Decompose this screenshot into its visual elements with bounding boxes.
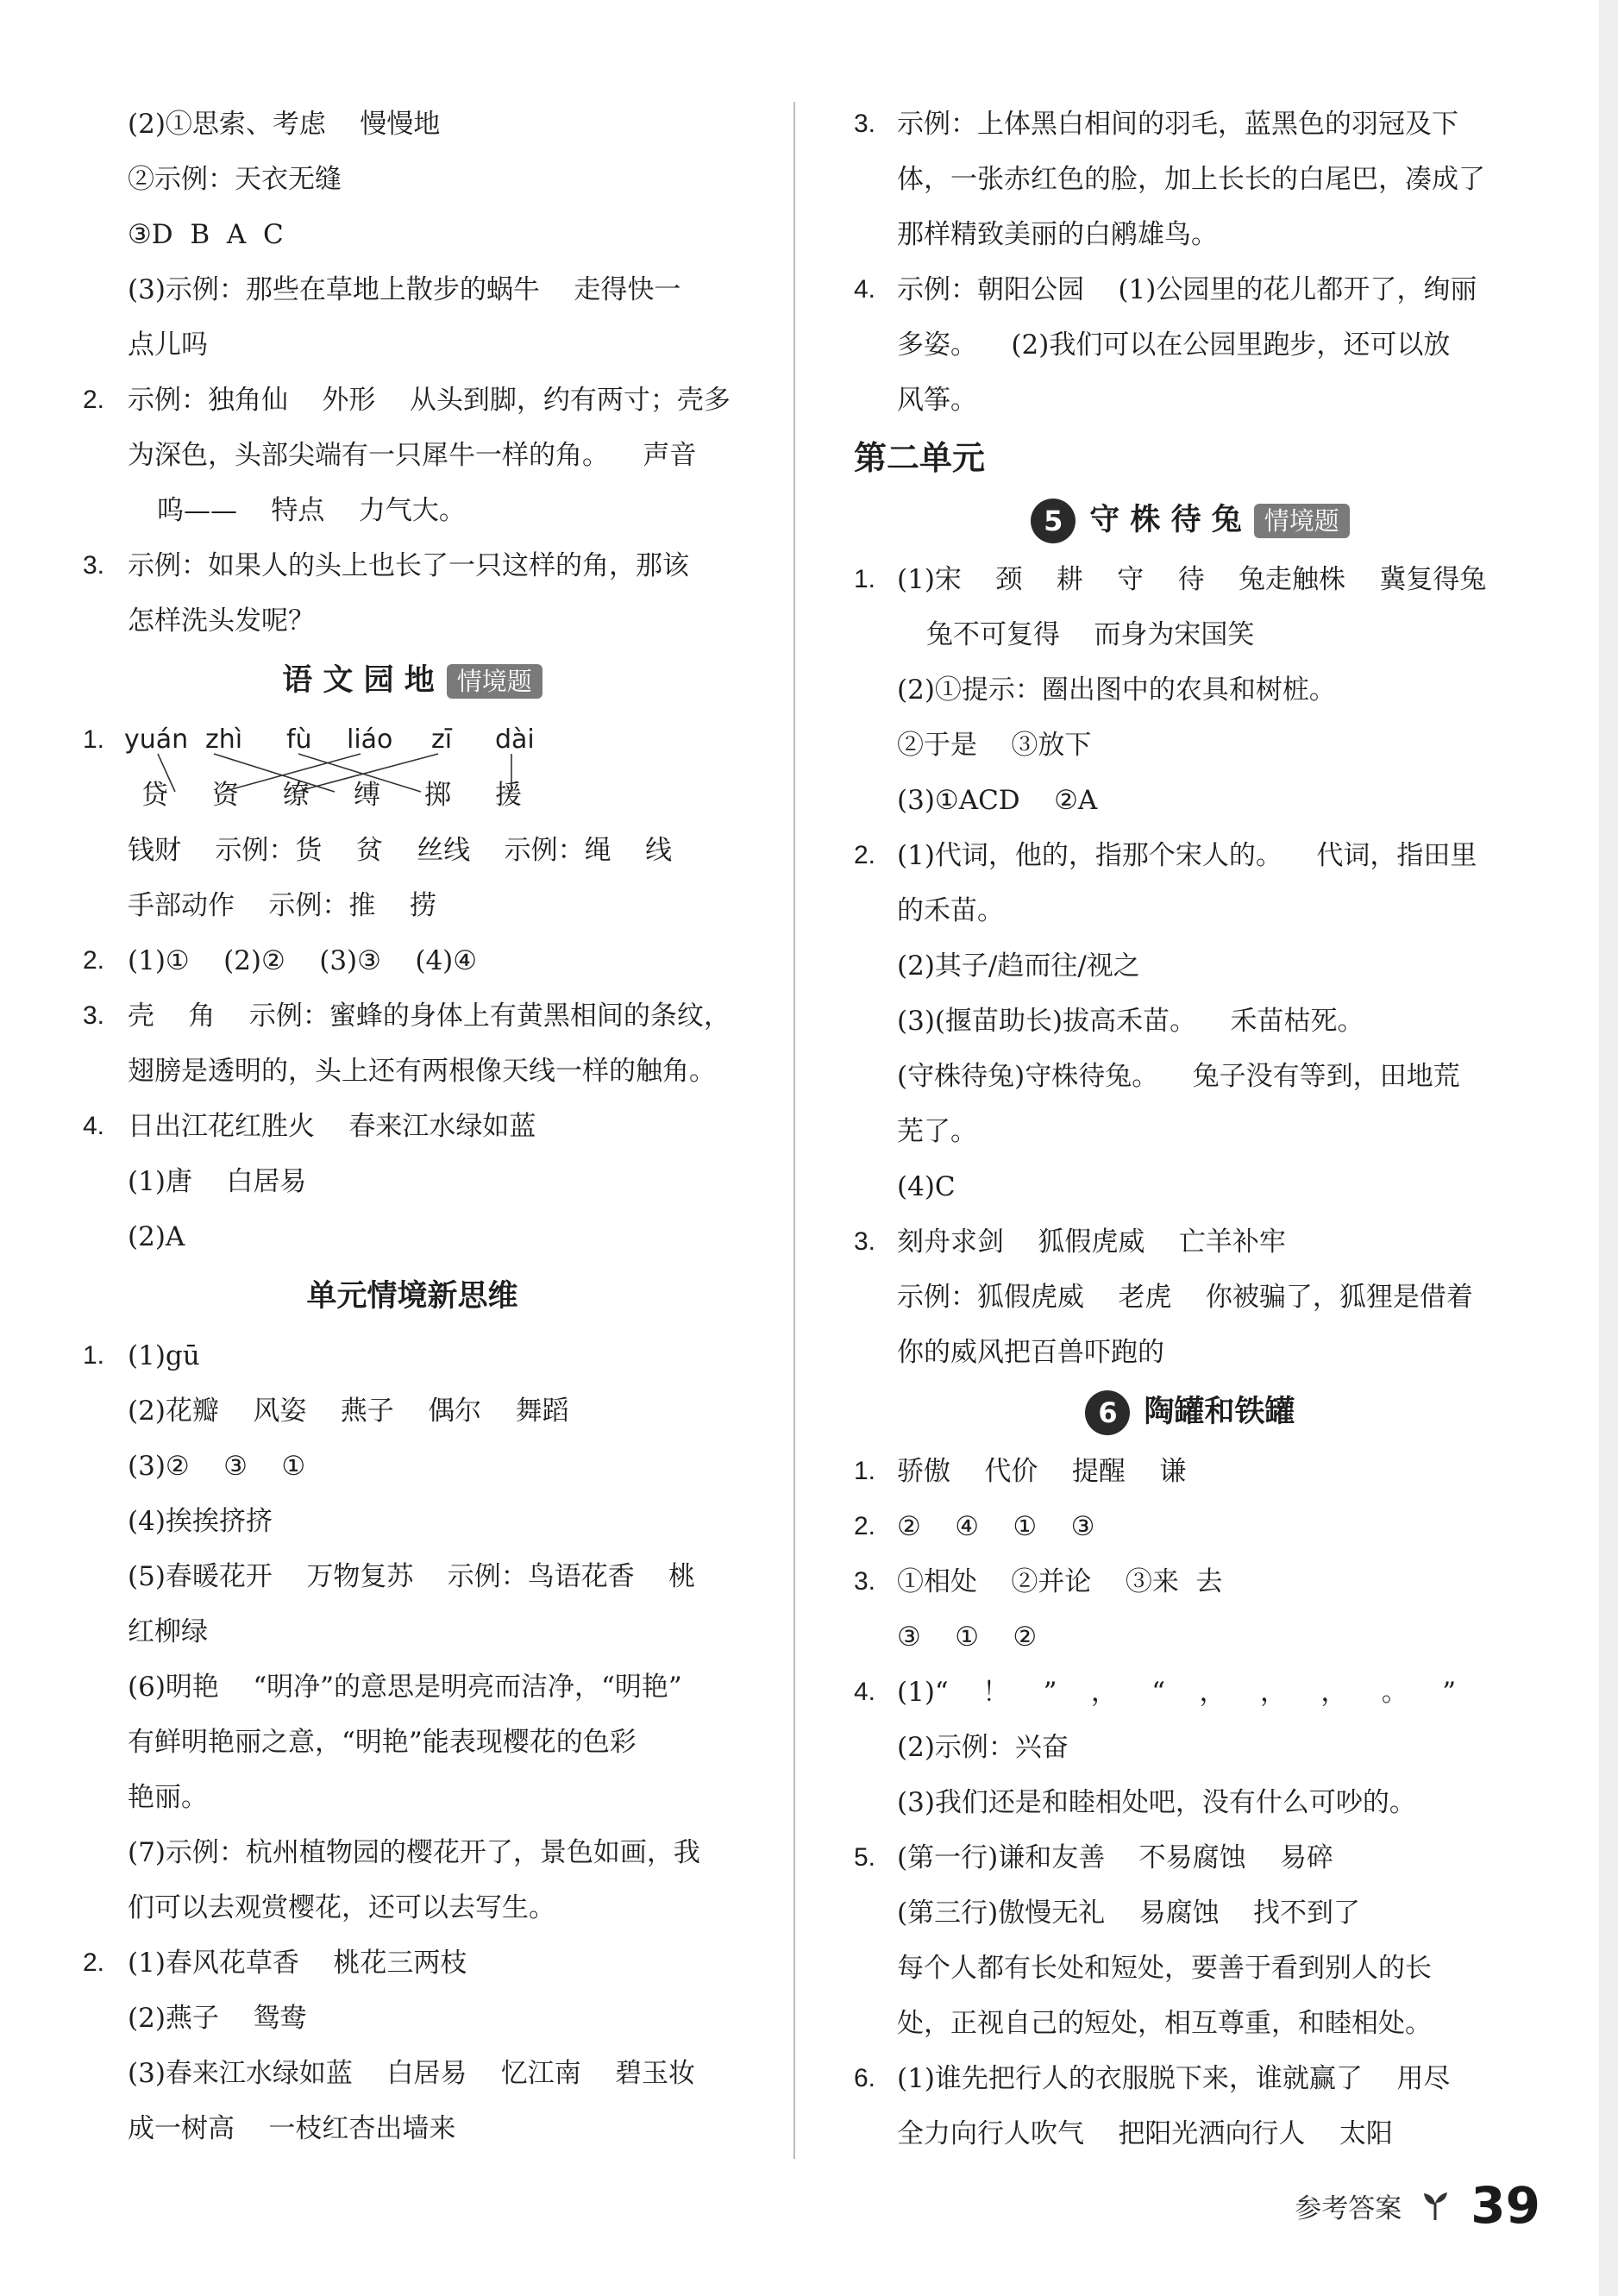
answer-key-label: 参考答案 <box>1295 2192 1402 2224</box>
answer-line: (5)春暖花开 万物复苏 示例：鸟语花香 桃 <box>128 1561 696 1592</box>
answer-line: 钱财 示例：货 贫 丝线 示例：绳 线 <box>128 835 673 866</box>
lesson-title-6: 6 陶罐和铁罐 <box>854 1380 1527 1444</box>
answer-line: 示例：狐假虎威 老虎 你被骗了，狐狸是借着 <box>897 1282 1473 1313</box>
answer-line: (3)示例：那些在草地上散步的蜗牛 走得快一 <box>128 274 681 305</box>
answer-line: 为深色，头部尖端有一只犀牛一样的角。 声音 <box>128 440 697 471</box>
scenario-tag: 情境题 <box>447 664 542 699</box>
answer-line: 1. (1)gū <box>83 1340 200 1371</box>
char-item: 援 <box>495 780 522 811</box>
answer-line: 兔不可复得 而身为宋国笑 <box>926 619 1255 650</box>
answer-line: 4. 日出江花红胜火 春来江水绿如蓝 <box>83 1111 536 1142</box>
char-item: 掷 <box>424 780 451 811</box>
answer-line: 艳丽。 <box>128 1782 208 1813</box>
answer-line: 有鲜明艳丽之意，“明艳”能表现樱花的色彩 <box>128 1727 637 1758</box>
answer-line: 手部动作 示例：推 捞 <box>128 890 436 921</box>
answer-line: 2. (1)春风花草香 桃花三两枝 <box>83 1948 467 1979</box>
answer-line: 1. (1)宋 颈 耕 守 待 兔走触株 冀复得兔 <box>854 564 1487 595</box>
answer-line: 们可以去观赏樱花，还可以去写生。 <box>128 1892 555 1923</box>
answer-line: 多姿。 (2)我们可以在公园里跑步，还可以放 <box>897 329 1451 361</box>
answer-line: 5. (第一行)谦和友善 不易腐蚀 易碎 <box>854 1842 1334 1873</box>
page-edge <box>1599 0 1618 2296</box>
lesson-number-badge: 6 <box>1085 1390 1130 1435</box>
answer-line: (2)花瓣 风姿 燕子 偶尔 舞蹈 <box>128 1396 569 1427</box>
char-item: 缭 <box>283 780 310 811</box>
unit-heading: 第二单元 <box>854 439 986 477</box>
sprout-icon <box>1422 2191 1448 2220</box>
pinyin-item: fù <box>286 725 312 755</box>
answer-line: (3)我们还是和睦相处吧，没有什么可吵的。 <box>897 1787 1416 1818</box>
char-item: 缚 <box>354 780 380 811</box>
answer-line: ③D B A C <box>128 219 284 250</box>
left-column <box>76 97 749 2156</box>
answer-line: (1)唐 白居易 <box>128 1166 307 1197</box>
matching-exercise <box>76 712 749 823</box>
answer-line: (2)示例：兴奋 <box>897 1732 1069 1763</box>
lesson-title-5: 5 守 株 待 兔 情境题 <box>854 488 1527 552</box>
answer-line: 点儿吗 <box>128 329 208 361</box>
answer-line: 你的威风把百兽吓跑的 <box>897 1337 1164 1368</box>
answer-line: 4. 示例：朝阳公园 (1)公园里的花儿都开了，绚丽 <box>854 274 1477 305</box>
answer-line: (2)①思索、考虑 慢慢地 <box>128 109 441 140</box>
answer-line: 3. 示例：如果人的头上也长了一只这样的角，那该 <box>83 550 689 581</box>
answer-line: (4)C <box>897 1171 956 1202</box>
answer-line: 呜—— 特点 力气大。 <box>157 495 466 526</box>
pinyin-item: yuán <box>124 725 189 755</box>
answer-line: (守株待兔)守株待兔。 兔子没有等到，田地荒 <box>897 1061 1460 1092</box>
answer-line: 处，正视自己的短处，相互尊重，和睦相处。 <box>897 2008 1432 2039</box>
answer-line: (2)燕子 鸳鸯 <box>128 2003 307 2034</box>
pinyin-item: zhì <box>205 725 243 755</box>
pinyin-item: zī <box>431 725 453 755</box>
section-title-unit-thinking: 单元情境新思维 <box>306 1279 518 1314</box>
answer-line: (第三行)傲慢无礼 易腐蚀 找不到了 <box>897 1898 1361 1929</box>
char-item: 贷 <box>141 780 168 811</box>
answer-line: ③ ① ② <box>897 1622 1038 1653</box>
answer-line: (3)② ③ ① <box>128 1451 306 1482</box>
page-footer <box>1295 2175 1540 2236</box>
answer-line: (2)A <box>128 1221 185 1252</box>
scenario-tag: 情境题 <box>1254 504 1350 538</box>
column-divider <box>793 102 795 2159</box>
answer-line: 3. 壳 角 示例：蜜蜂的身体上有黄黑相间的条纹， <box>83 1001 731 1032</box>
answer-line: (3)①ACD ②A <box>897 785 1098 816</box>
answer-line: 1. 骄傲 代价 提醒 谦 <box>854 1456 1187 1487</box>
answer-line: ②于是 ③放下 <box>897 730 1092 761</box>
lesson-number-badge: 5 <box>1031 499 1076 543</box>
answer-line: 4. (1)“ ！ ” ， “ ， ， ， 。 ” <box>854 1677 1457 1708</box>
answer-line: 6. (1)谁先把行人的衣服脱下来，谁就赢了 用尽 <box>854 2063 1451 2094</box>
page-number: 39 <box>1471 2176 1540 2235</box>
right-column <box>854 97 1527 2161</box>
pinyin-row: 1. yuán zhì fù liáo zī dài <box>76 712 749 768</box>
answer-line: 红柳绿 <box>128 1616 208 1647</box>
answer-line: 翅膀是透明的，头上还有两根像天线一样的触角。 <box>128 1056 716 1087</box>
answer-line: (3)春来江水绿如蓝 白居易 忆江南 碧玉妆 <box>128 2058 696 2089</box>
answer-line: (3)(揠苗助长)拔高禾苗。 禾苗枯死。 <box>897 1006 1364 1037</box>
answer-line: 全力向行人吹气 把阳光洒向行人 太阳 <box>897 2118 1393 2149</box>
answer-line: 2. (1)代词，他的，指那个宋人的。 代词，指田里 <box>854 840 1477 871</box>
answer-line: 风筝。 <box>897 385 977 416</box>
answer-line: (6)明艳 “明净”的意思是明亮而洁净，“明艳” <box>128 1672 682 1703</box>
answer-line: 成一树高 一枝红杏出墙来 <box>128 2113 456 2144</box>
answer-line: (7)示例：杭州植物园的樱花开了，景色如画，我 <box>128 1837 700 1868</box>
answer-line: 2. (1)① (2)② (3)③ (4)④ <box>83 945 478 976</box>
pinyin-item: dài <box>495 725 535 755</box>
pinyin-item: liáo <box>347 725 393 755</box>
answer-line: 芜了。 <box>897 1116 977 1147</box>
answer-line: 怎样洗头发呢？ <box>128 605 315 637</box>
answer-line: ②示例：天衣无缝 <box>128 164 342 195</box>
char-item: 资 <box>212 780 239 811</box>
answer-line: 3. 刻舟求剑 狐假虎威 亡羊补牢 <box>854 1226 1286 1258</box>
answer-line: 体，一张赤红色的脸，加上长长的白尾巴，凑成了 <box>897 164 1485 195</box>
section-title-yuwen-garden: 语 文 园 地 情境题 <box>76 649 749 712</box>
answer-line: 2. ② ④ ① ③ <box>854 1511 1095 1542</box>
answer-line: 2. 示例：独角仙 外形 从头到脚，约有两寸；壳多 <box>83 385 731 416</box>
char-row <box>76 768 749 823</box>
answer-line: 3. 示例：上体黑白相间的羽毛，蓝黑色的羽冠及下 <box>854 109 1458 140</box>
answer-line: (2)①提示：圈出图中的农具和树桩。 <box>897 674 1336 706</box>
answer-line: 的禾苗。 <box>897 895 1004 926</box>
answer-line: (2)其子/趋而往/视之 <box>897 950 1140 982</box>
answer-line: (4)挨挨挤挤 <box>128 1506 273 1537</box>
answer-line: 3. ①相处 ②并论 ③来 去 <box>854 1566 1223 1597</box>
answer-line: 每个人都有长处和短处，要善于看到别人的长 <box>897 1953 1432 1984</box>
answer-line: 那样精致美丽的白鹇雄鸟。 <box>897 219 1218 250</box>
